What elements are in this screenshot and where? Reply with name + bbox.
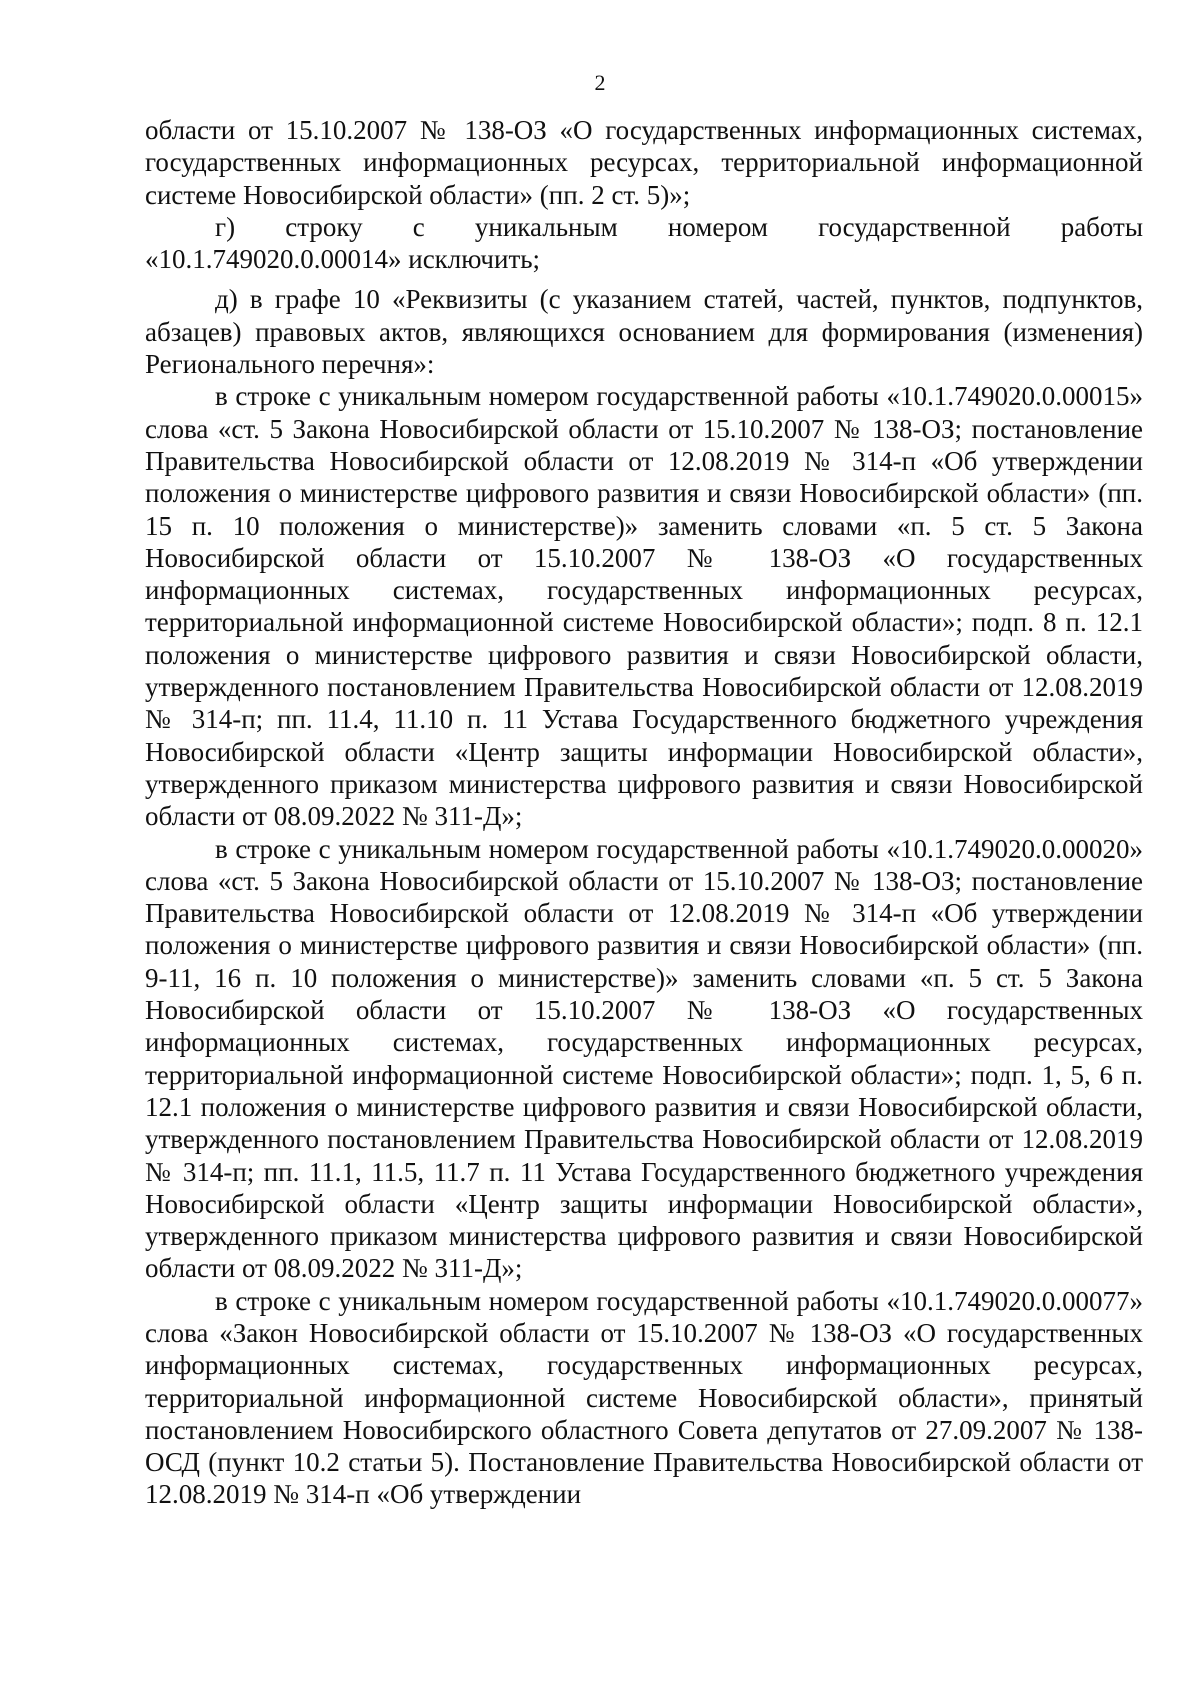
paragraph-item-d: д) в графе 10 «Реквизиты (с указанием статей, частей, пунктов, подпунктов, абзацев) правовых актов, являющихся основанием для формирования (изменения) Регионального перечня»: bbox=[145, 284, 1143, 380]
paragraph-row-00015: в строке с уникальным номером государственной работы «10.1.749020.0.00015» слова «ст. 5 Закона Новосибирской области от 15.10.2007 № 138-ОЗ; постановление Правительства Новосибирской области от 12.08.2019 № 314-п «Об утверждении положения о министерстве цифрового развития и связи Новосибирской области» (пп. 15 п. 10 положения о министерстве)» заменить словами «п. 5 ст. 5 Закона Новосибирской области от 15.10.2007 № 138-ОЗ «О государственных информационных системах, государственных информационных ресурсах, территориальной информационной системе Новосибирской области»; подп. 8 п. 12.1 положения о министерстве цифрового развития и связи Новосибирской области, утвержденного постановлением Правительства Новосибирской области от 12.08.2019 № 314-п; пп. 11.4, 11.10 п. 11 Устава Государственного бюджетного учреждения Новосибирской области «Центр защиты информации Новосибирской области», утвержденного приказом министерства цифрового развития и связи Новосибирской области от 08.09.2022 № 311-Д»; bbox=[145, 381, 1143, 832]
paragraph-continuation: области от 15.10.2007 № 138-ОЗ «О государственных информационных системах, государственных информационных ресурсах, территориальной информационной системе Новосибирской области» (пп. 2 ст. 5)»; bbox=[145, 115, 1143, 210]
paragraph-row-00077: в строке с уникальным номером государственной работы «10.1.749020.0.00077» слова «Закон Новосибирской области от 15.10.2007 № 138-ОЗ «О государственных информационных системах, государственных информационных ресурсах, территориальной информационной системе Новосибирской области», принятый постановлением Новосибирского областного Совета депутатов от 27.09.2007 № 138-ОСД (пункт 10.2 статьи 5). Постановление Правительства Новосибирской области от 12.08.2019 № 314-п «Об утверждении bbox=[145, 1285, 1143, 1510]
page-number: 2 bbox=[594, 70, 606, 95]
paragraph-item-g: г) строку с уникальным номером государственной работы «10.1.749020.0.00014» исключить; bbox=[145, 211, 1143, 275]
document-body bbox=[145, 114, 1143, 1511]
paragraph-row-00020: в строке с уникальным номером государственной работы «10.1.749020.0.00020» слова «ст. 5 Закона Новосибирской области от 15.10.2007 № 138-ОЗ; постановление Правительства Новосибирской области от 12.08.2019 № 314-п «Об утверждении положения о министерстве цифрового развития и связи Новосибирской области» (пп. 9-11, 16 п. 10 положения о министерстве)» заменить словами «п. 5 ст. 5 Закона Новосибирской области от 15.10.2007 № 138-ОЗ «О государственных информационных системах, государственных информационных ресурсах, территориальной информационной системе Новосибирской области»; подп. 1, 5, 6 п. 12.1 положения о министерстве цифрового развития и связи Новосибирской области, утвержденного постановлением Правительства Новосибирской области от 12.08.2019 № 314-п; пп. 11.1, 11.5, 11.7 п. 11 Устава Государственного бюджетного учреждения Новосибирской области «Центр защиты информации Новосибирской области», утвержденного приказом министерства цифрового развития и связи Новосибирской области от 08.09.2022 № 311-Д»; bbox=[145, 833, 1143, 1284]
